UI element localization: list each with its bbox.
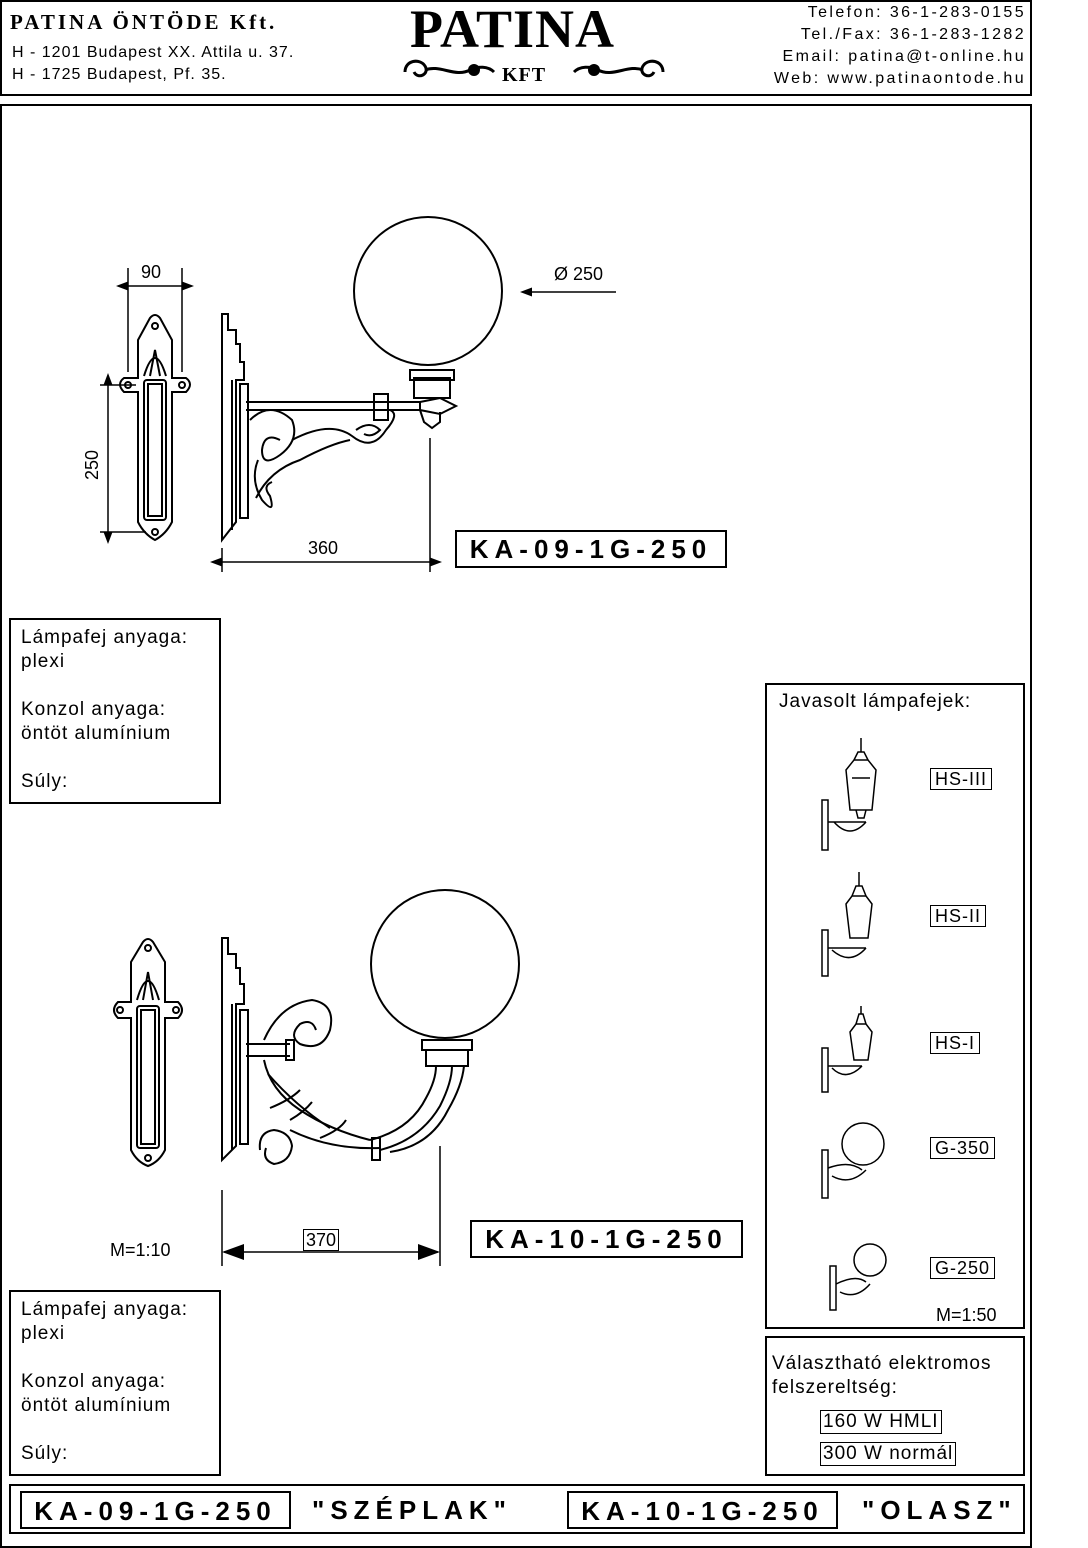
spec2-head-label: Lámpafej anyaga: xyxy=(21,1299,189,1320)
website: Web: www.patinaontode.hu xyxy=(773,70,1026,87)
spec1-weight-label: Súly: xyxy=(21,771,69,792)
electrical-title-1: Választható elektromos xyxy=(772,1353,992,1374)
spec2-bracket-label: Konzol anyaga: xyxy=(21,1371,166,1392)
lamp1-code-box: KA-09-1G-250 xyxy=(455,530,727,568)
address-line-1: H - 1201 Budapest XX. Attila u. 37. xyxy=(12,44,295,61)
footer-name-2: "OLASZ" xyxy=(862,1495,1017,1525)
suggested-item-hs-iii: HS-III xyxy=(930,768,992,790)
lamp1-dim-width: 90 xyxy=(141,262,162,282)
phone: Telefon: 36-1-283-0155 xyxy=(807,4,1026,21)
logo-text: PATINA xyxy=(410,0,615,59)
spec1-head-label: Lámpafej anyaga: xyxy=(21,627,189,648)
lamp1-dim-height: 250 xyxy=(82,449,102,480)
logo-subtext: KFT xyxy=(502,64,547,86)
spec2-weight-label: Súly: xyxy=(21,1443,69,1464)
spec2-bracket-value: öntöt alumínium xyxy=(21,1395,172,1416)
spec1-bracket-value: öntöt alumínium xyxy=(21,723,172,744)
spec2-head-value: plexi xyxy=(21,1323,66,1344)
drawing-scale: M=1:10 xyxy=(110,1240,171,1260)
email: Email: patina@t-online.hu xyxy=(782,48,1026,65)
suggested-item-g-350: G-350 xyxy=(930,1137,995,1159)
suggested-item-g-250: G-250 xyxy=(930,1257,995,1279)
lamp1-dim-reach: 360 xyxy=(308,538,339,558)
suggested-heads-title: Javasolt lámpafejek: xyxy=(779,691,972,712)
suggested-scale: M=1:50 xyxy=(936,1305,997,1325)
lamp2-code-box: KA-10-1G-250 xyxy=(470,1220,743,1258)
electrical-title-2: felszereltség: xyxy=(772,1377,898,1398)
footer-code-2: KA-10-1G-250 xyxy=(567,1491,838,1529)
address-line-2: H - 1725 Budapest, Pf. 35. xyxy=(12,66,227,83)
company-name: PATINA ÖNTÖDE Kft. xyxy=(10,10,278,34)
fax: Tel./Fax: 36-1-283-1282 xyxy=(800,26,1026,43)
spec1-head-value: plexi xyxy=(21,651,66,672)
suggested-item-hs-i: HS-I xyxy=(930,1032,980,1054)
footer-code-1: KA-09-1G-250 xyxy=(20,1491,291,1529)
lamp2-dim-reach: 370 xyxy=(303,1229,339,1251)
footer-name-1: "SZÉPLAK" xyxy=(312,1495,512,1525)
electrical-option-normal: 300 W normál xyxy=(820,1442,956,1466)
lamp1-dim-diameter: Ø 250 xyxy=(554,264,604,284)
spec1-bracket-label: Konzol anyaga: xyxy=(21,699,166,720)
electrical-option-hmli: 160 W HMLI xyxy=(820,1410,942,1434)
suggested-item-hs-ii: HS-II xyxy=(930,905,986,927)
